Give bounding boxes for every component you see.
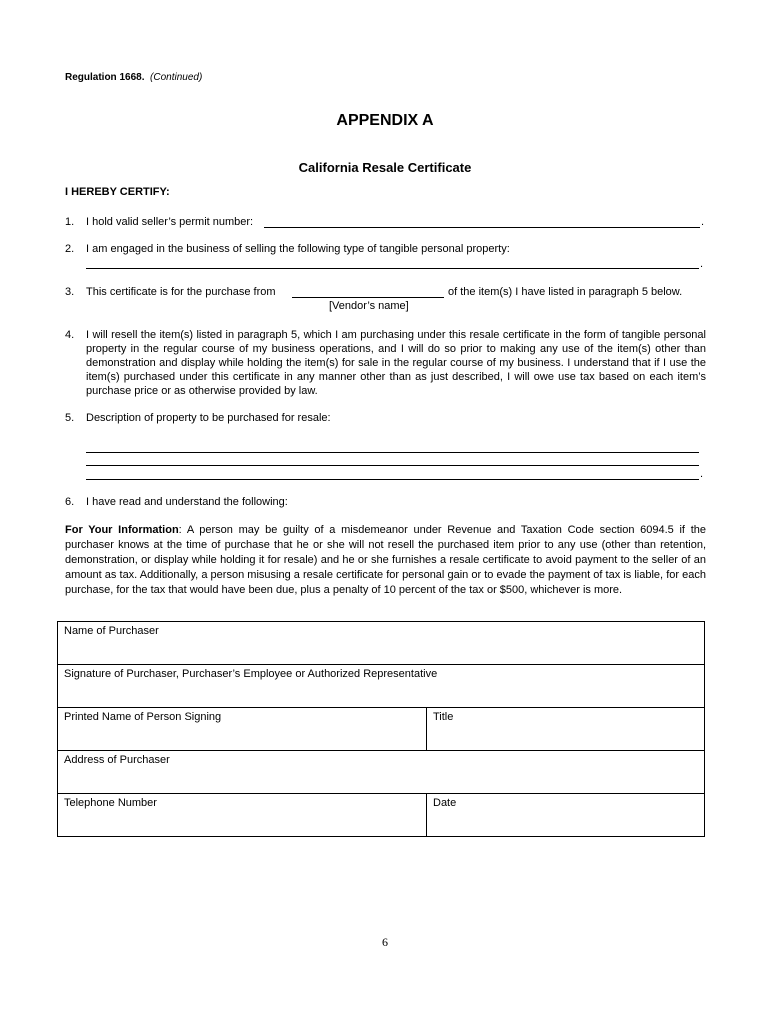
fyi-label: For Your Information xyxy=(65,524,179,536)
name-of-purchaser-label: Name of Purchaser xyxy=(64,625,159,637)
document-page: Regulation 1668. (Continued) APPENDIX A California Resale Certificate I HEREBY CERTIFY: 1. I hold valid seller’s permit number: . 2. I am engaged in the business of selling the following type of tangible personal property: . 3. This certificate is for the purchase from of the item(s) I have listed in paragraph 5 below. [Vendor’s name] 4. I will resell the item(s) listed in paragraph 5, which I am purchasing under this resale certificate in the form of tangible personal property in the regular course of my business operations, and I will do so prior to making any use of the item(s) other than demonstration and display while holding the item(s) for sale in the regular course of my business. I understand that if I use the item(s) purchased under this certificate in any manner other than as just described, I will owe use tax based on each item’s purchase price or as otherwise provided by law. 5. Description of property to be purchased for resale: . 6. I have read and understand the following: For Your Information: A person may be guilty of a misdemeanor under Revenue and Taxation Code section 6094.5 if the purchaser knows at the time of purchase that he or she will not resell the purchased item prior to any use (other than retention, demonstration, or display while holding it for resale) and he or she furnishes a resale certificate to avoid payment to the seller of an amount as tax. Additionally, a person misusing a resale certificate for personal gain or to evade the payment of tax is liable, for each purchase, for the tax that would have been due, plus a penalty of 10 percent of the tax or $500, whichever is more. Name of Purchaser Signature of Purchaser, Purchaser’s Employee or Authorized Representative Printed Name of Person Signing Title Address of Purchaser Telephone Number Date 6 xyxy=(0,0,770,1024)
date-label: Date xyxy=(433,797,457,809)
telephone-cell[interactable] xyxy=(58,794,427,837)
description-line-3[interactable] xyxy=(86,479,699,480)
description-line-2[interactable] xyxy=(86,465,699,466)
address-label: Address of Purchaser xyxy=(64,754,170,766)
item-number: 4. xyxy=(65,329,75,341)
item-text: Description of property to be purchased for resale: xyxy=(86,412,331,424)
printed-name-cell[interactable] xyxy=(58,708,427,751)
item-text: I have read and understand the following: xyxy=(86,496,288,508)
item-number: 2. xyxy=(65,243,75,255)
permit-number-field[interactable] xyxy=(264,227,700,228)
certify-heading: I HEREBY CERTIFY: xyxy=(65,186,170,198)
item-text: This certificate is for the purchase from xyxy=(86,286,276,298)
vendor-name-caption: [Vendor’s name] xyxy=(329,300,409,312)
item-number: 1. xyxy=(65,216,75,228)
item-number: 3. xyxy=(65,286,75,298)
name-of-purchaser-cell[interactable] xyxy=(58,622,705,665)
purchaser-info-table xyxy=(57,621,705,837)
page-title: APPENDIX A xyxy=(336,112,434,129)
regulation-label: Regulation 1668. xyxy=(65,72,145,83)
item-text: I hold valid seller’s permit number: xyxy=(86,216,254,228)
printed-name-label: Printed Name of Person Signing xyxy=(64,711,222,723)
fyi-text: : A person may be guilty of a misdemeanor under Revenue and Taxation Code section 6094.5 if the purchaser knows at the time of purchase that he or she will not resell the purchased item prior to any use (other than retention, demonstration, or display while holding it for resale) and he or she furnishes a resale certificate to avoid payment to the seller of an amount as tax. Additionally, a person misusing a resale certificate for personal gain or to evade the payment of tax is liable, for each purchase, for the tax that would have been due, plus a penalty of 10 percent of the tax or $500, whichever is more. xyxy=(65,524,706,596)
title-label: Title xyxy=(433,711,454,723)
regulation-header xyxy=(65,72,202,83)
item-number: 6. xyxy=(65,496,75,508)
address-cell[interactable] xyxy=(58,751,705,794)
title-cell[interactable] xyxy=(427,708,705,751)
item-4-text: I will resell the item(s) listed in paragraph 5, which I am purchasing under this resale certificate in the form of tangible personal property in the regular course of my business operations, and I will do so prior to making any use of the item(s) other than demonstration and display while holding the item(s) for sale in the regular course of my business. I understand that if I use the item(s) purchased under this certificate in any manner other than as just described, I will owe use tax based on each item’s purchase price or as otherwise provided by law. xyxy=(86,329,706,397)
signature-cell[interactable] xyxy=(58,665,705,708)
description-line-1[interactable] xyxy=(86,452,699,453)
signature-label: Signature of Purchaser, Purchaser’s Employee or Authorized Representative xyxy=(64,668,438,680)
vendor-name-field[interactable] xyxy=(292,297,444,298)
page-number: 6 xyxy=(382,935,388,949)
item-number: 5. xyxy=(65,412,75,424)
fyi-paragraph xyxy=(65,523,706,598)
telephone-label: Telephone Number xyxy=(64,797,157,809)
property-type-field[interactable] xyxy=(86,268,699,269)
item-text-after: of the item(s) I have listed in paragraph 5 below. xyxy=(448,286,683,298)
page-subtitle: California Resale Certificate xyxy=(298,160,472,175)
date-cell[interactable] xyxy=(427,794,705,837)
item-text: I am engaged in the business of selling the following type of tangible personal property: xyxy=(86,243,510,255)
continued-label: (Continued) xyxy=(150,72,203,83)
